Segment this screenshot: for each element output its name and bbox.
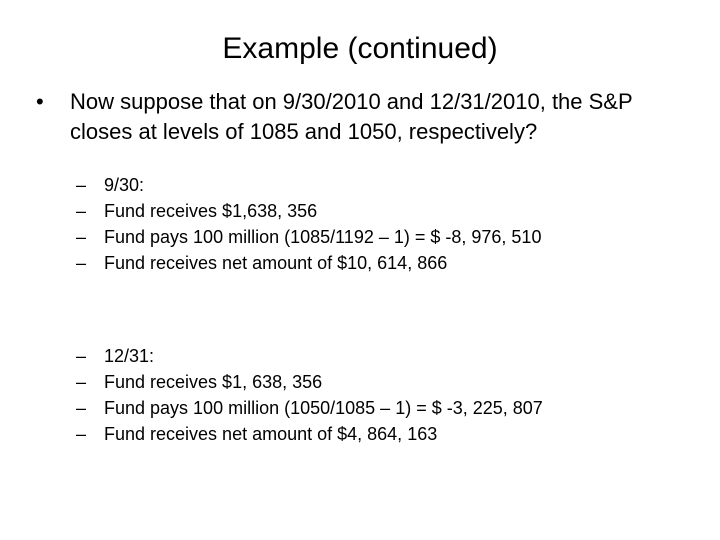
dash-marker: – xyxy=(76,253,87,273)
sub-bullet-item xyxy=(76,224,636,250)
sub-bullet-item xyxy=(76,250,636,276)
dash-marker: – xyxy=(76,346,87,366)
dash-marker: – xyxy=(76,201,87,221)
sub-bullet-group-dec xyxy=(76,343,636,447)
sub-bullet-item xyxy=(76,421,636,447)
sub-bullet-item xyxy=(76,198,636,224)
sub-bullet-text: Fund receives $1,638, 356 xyxy=(104,201,318,221)
sub-bullet-item xyxy=(76,395,636,421)
sub-bullet-text: 12/31: xyxy=(104,346,155,366)
sub-bullet-item xyxy=(76,172,636,198)
main-bullet-row xyxy=(36,87,686,147)
sub-bullet-item xyxy=(76,343,636,369)
sub-bullet-text: Fund pays 100 million (1085/1192 – 1) = $ -8, 976, 510 xyxy=(104,227,542,247)
dash-marker: – xyxy=(76,424,87,444)
main-bullet-text: Now suppose that on 9/30/2010 and 12/31/2010, the S&P closes at levels of 1085 and 1050, respectively? xyxy=(70,89,633,144)
dash-marker: – xyxy=(76,372,87,392)
sub-bullet-text: Fund receives $1, 638, 356 xyxy=(104,372,323,392)
dash-marker: – xyxy=(76,175,87,195)
sub-bullet-text: Fund pays 100 million (1050/1085 – 1) = $ -3, 225, 807 xyxy=(104,398,543,418)
sub-bullet-group-sept xyxy=(76,172,636,276)
main-bullet xyxy=(36,87,686,147)
sub-bullet-text: 9/30: xyxy=(104,175,145,195)
dash-marker: – xyxy=(76,227,87,247)
bullet-marker: • xyxy=(36,89,44,114)
sub-bullet-item xyxy=(76,369,636,395)
dash-marker: – xyxy=(76,398,87,418)
slide-title: Example (continued) xyxy=(222,32,498,65)
sub-bullet-text: Fund receives net amount of $10, 614, 866 xyxy=(104,253,448,273)
sub-bullet-text: Fund receives net amount of $4, 864, 163 xyxy=(104,424,438,444)
